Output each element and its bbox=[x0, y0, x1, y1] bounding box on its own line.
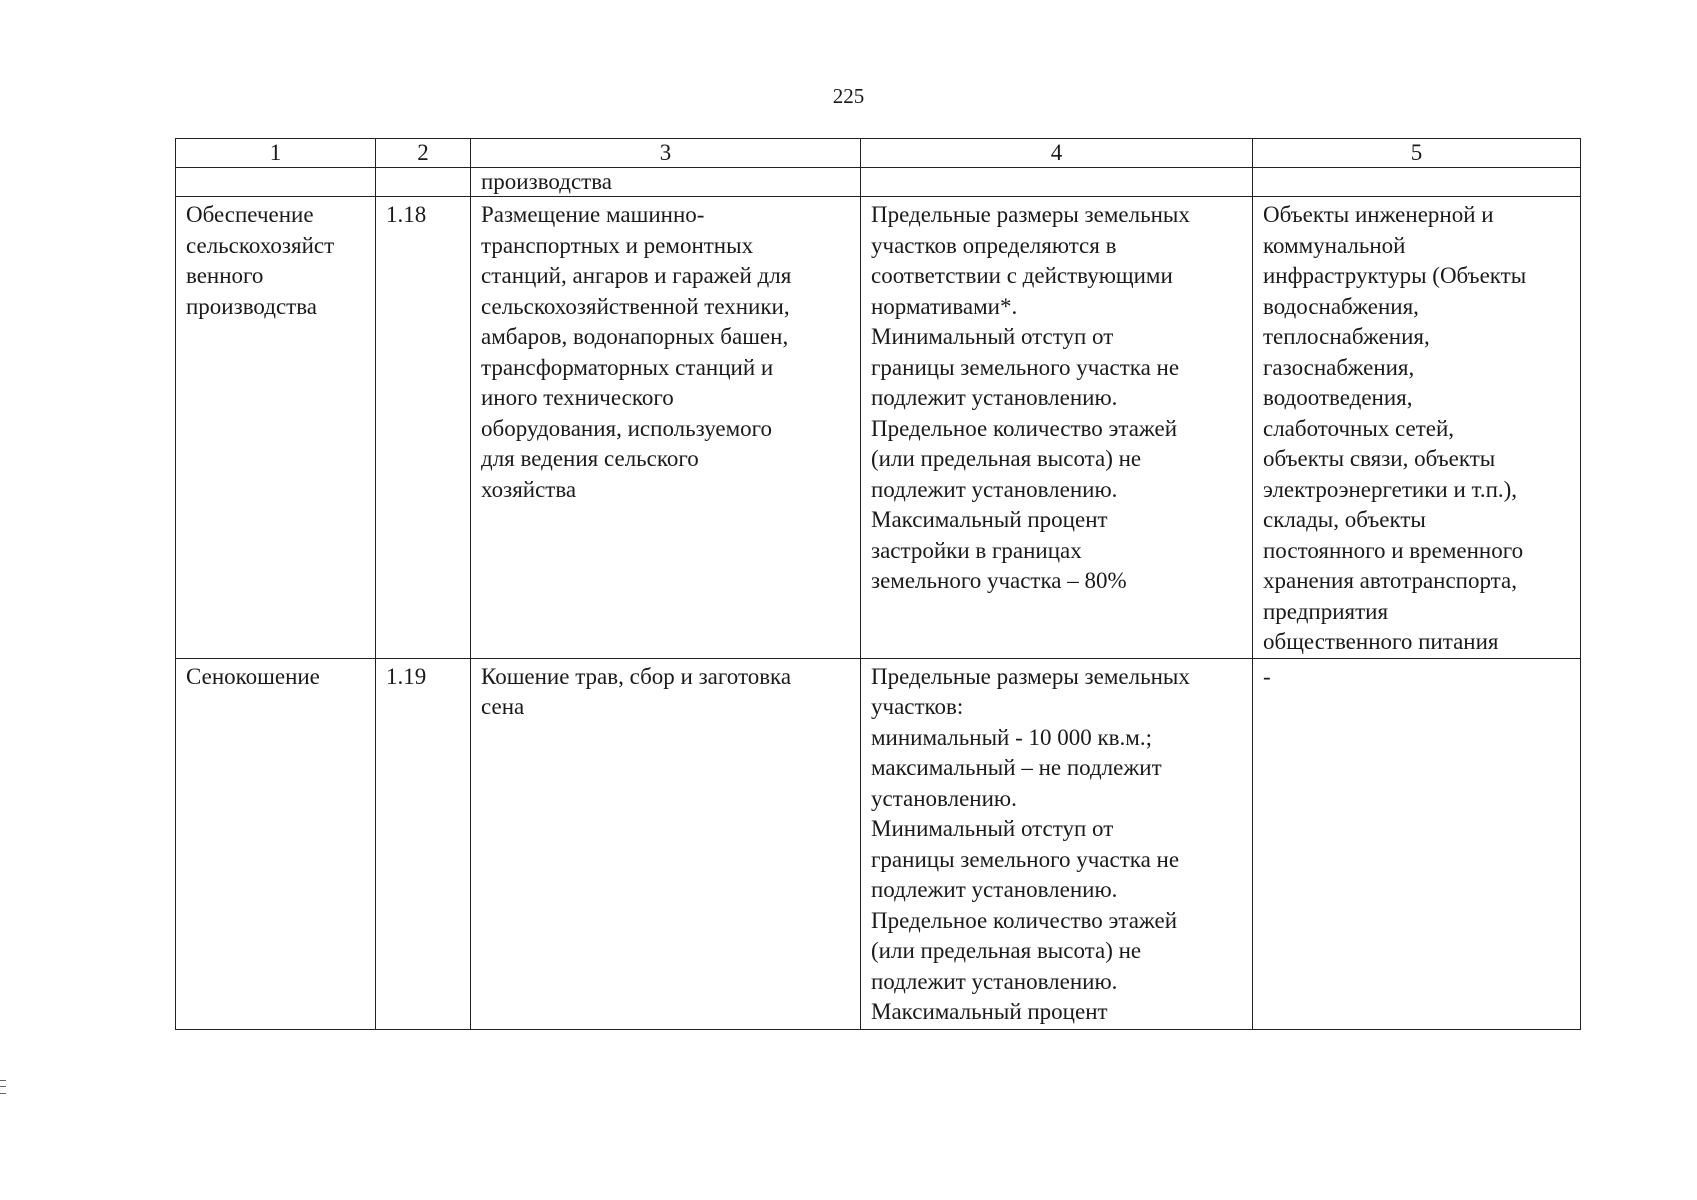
scan-edge-mark bbox=[0, 1080, 6, 1094]
header-cell-1: 1 bbox=[176, 139, 376, 168]
use-type-description: Размещение машинно- транспортных и ремонтных станций, ангаров и гаражей для сельскохозяйственной техники, амбаров, водонапорных башен, трансформаторных станций и иного технического оборудования, используемого для ведения сельского хозяйства bbox=[471, 197, 861, 659]
header-cell-3: 3 bbox=[471, 139, 861, 168]
header-cell-2: 2 bbox=[376, 139, 471, 168]
use-type-code: 1.18 bbox=[376, 197, 471, 659]
table-header-row bbox=[176, 139, 1581, 168]
use-type-auxiliary: - bbox=[1253, 658, 1581, 1029]
header-cell-5: 5 bbox=[1253, 139, 1581, 168]
continuation-cell-1 bbox=[176, 168, 376, 197]
use-type-name: Сенокошение bbox=[176, 658, 376, 1029]
page-number: 225 bbox=[832, 84, 865, 108]
continuation-row bbox=[176, 168, 1581, 197]
use-type-name: Обеспечение сельскохозяйст венного производства bbox=[176, 197, 376, 659]
header-cell-4: 4 bbox=[861, 139, 1253, 168]
use-type-code: 1.19 bbox=[376, 658, 471, 1029]
use-type-auxiliary: Объекты инженерной и коммунальной инфраструктуры (Объекты водоснабжения, теплоснабжения, газоснабжения, водоотведения, слаботочных сетей, объекты связи, объекты электроэнергетики и т.п.), склады, объекты постоянного и временного хранения автотранспорта, предприятия общественного питания bbox=[1253, 197, 1581, 659]
use-type-description: Кошение трав, сбор и заготовка сена bbox=[471, 658, 861, 1029]
zoning-table bbox=[175, 138, 1581, 1030]
use-type-parameters: Предельные размеры земельных участков: минимальный - 10 000 кв.м.; максимальный – не подлежит установлению. Минимальный отступ от границы земельного участка не подлежит установлению. Предельное количество этажей (или предельная высота) не подлежит установлению. Максимальный процент bbox=[861, 658, 1253, 1029]
use-type-parameters: Предельные размеры земельных участков определяются в соответствии с действующими нормативами*. Минимальный отступ от границы земельного участка не подлежит установлению. Предельное количество этажей (или предельная высота) не подлежит установлению. Максимальный процент застройки в границах земельного участка – 80% bbox=[861, 197, 1253, 659]
continuation-cell-5 bbox=[1253, 168, 1581, 197]
table-row bbox=[176, 197, 1581, 659]
table-row bbox=[176, 658, 1581, 1029]
continuation-cell-3: производства bbox=[471, 168, 861, 197]
continuation-cell-4 bbox=[861, 168, 1253, 197]
continuation-cell-2 bbox=[376, 168, 471, 197]
